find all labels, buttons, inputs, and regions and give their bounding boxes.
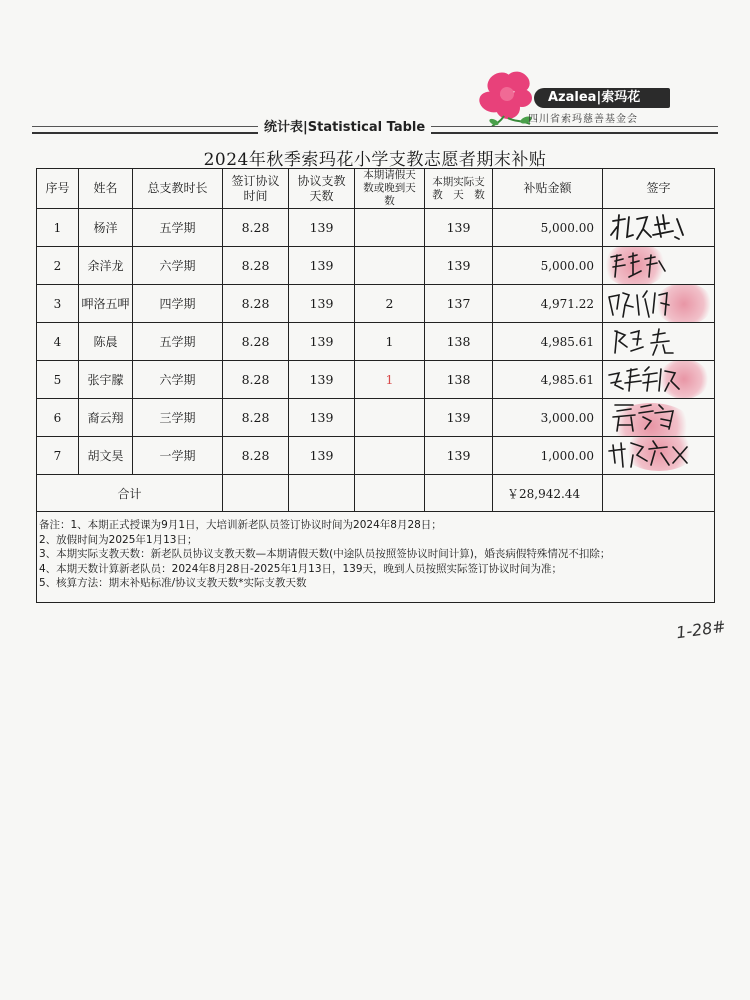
header-name: 姓名: [79, 169, 133, 209]
header-seq: 序号: [37, 169, 79, 209]
cell-name: 余洋龙: [79, 247, 133, 285]
cell-amount: 4,985.61: [493, 361, 603, 399]
cell-date: 8.28: [223, 399, 289, 437]
header-sign-date: [223, 169, 289, 209]
cell-amount: 4,985.61: [493, 323, 603, 361]
handwritten-signature-4: [603, 323, 711, 360]
cell-date: 8.28: [223, 437, 289, 475]
header-actual-line2: 教 天 数: [432, 188, 485, 201]
cell-seq: 6: [37, 399, 79, 437]
total-amount: ￥28,942.44: [493, 475, 603, 512]
cell-leave: 1: [355, 323, 425, 361]
handwritten-signature-3: [603, 285, 711, 322]
cell-leave: [355, 399, 425, 437]
table-row: [37, 323, 715, 361]
handwritten-signature-6: [603, 399, 711, 436]
cell-agreed: 139: [289, 437, 355, 475]
cell-seq: 7: [37, 437, 79, 475]
cell-amount: 5,000.00: [493, 247, 603, 285]
handwritten-signature-5: [603, 361, 711, 398]
cell-agreed: 139: [289, 361, 355, 399]
cell-term: 四学期: [133, 285, 223, 323]
table-row: [37, 285, 715, 323]
total-label: 合计: [37, 475, 223, 512]
cell-agreed: 139: [289, 399, 355, 437]
cell-actual: 139: [425, 437, 493, 475]
handwritten-signature-7: [603, 437, 711, 474]
table-row: [37, 247, 715, 285]
cell-actual: 138: [425, 323, 493, 361]
cell-agreed: 139: [289, 323, 355, 361]
header-signature: 签字: [603, 169, 715, 209]
cell-name: 陈晨: [79, 323, 133, 361]
header-actual-days: [425, 169, 493, 209]
cell-date: 8.28: [223, 247, 289, 285]
cell-date: 8.28: [223, 285, 289, 323]
cell-leave: [355, 247, 425, 285]
handwritten-signature-1: [603, 209, 711, 246]
header-leave-days: [355, 169, 425, 209]
cell-signature: [603, 209, 715, 247]
handwritten-page-note: 1-28#: [674, 616, 727, 643]
cell-name: 裔云翔: [79, 399, 133, 437]
cell-actual: 139: [425, 247, 493, 285]
cell-name: 呷洛五呷: [79, 285, 133, 323]
header-leave-line1: 本期请假天: [363, 169, 416, 181]
cell-signature: [603, 323, 715, 361]
cell-seq: 4: [37, 323, 79, 361]
subsidy-table: [36, 168, 715, 603]
total-empty: [425, 475, 493, 512]
note-line: 2、放假时间为2025年1月13日；: [39, 533, 198, 546]
cell-actual: 139: [425, 399, 493, 437]
notes-row: [37, 512, 715, 603]
cell-name: 张宇朦: [79, 361, 133, 399]
cell-leave: [355, 209, 425, 247]
total-empty: [355, 475, 425, 512]
notes-cell: [37, 512, 715, 603]
header-term: 总支教时长: [133, 169, 223, 209]
cell-term: 一学期: [133, 437, 223, 475]
total-empty: [223, 475, 289, 512]
cell-agreed: 139: [289, 285, 355, 323]
note-line: 备注：1、本期正式授课为9月1日，大培训新老队员签订协议时间为2024年8月28日；: [39, 519, 442, 531]
header-actual-line1: 本期实际支: [432, 175, 485, 188]
header-sign-date-line2: 时间: [243, 188, 268, 203]
cell-amount: 4,971.22: [493, 285, 603, 323]
handwritten-signature-2: [603, 247, 711, 284]
logo-brand-text: Azalea|索玛花: [534, 88, 670, 108]
cell-amount: 3,000.00: [493, 399, 603, 437]
cell-term: 五学期: [133, 323, 223, 361]
cell-agreed: 139: [289, 247, 355, 285]
document-title: 2024年秋季索玛花小学支教志愿者期末补贴: [203, 150, 547, 170]
cell-term: 五学期: [133, 209, 223, 247]
header-leave-line2: 数或晚到天: [363, 182, 416, 194]
cell-leave: 2: [355, 285, 425, 323]
foundation-logo: [478, 68, 678, 128]
cell-date: 8.28: [223, 361, 289, 399]
cell-actual: 137: [425, 285, 493, 323]
cell-seq: 3: [37, 285, 79, 323]
cell-actual: 138: [425, 361, 493, 399]
note-line: 3、本期实际支教天数：新老队员协议支教天数—本期请假天数(中途队员按照签协议时间计算)，婚丧病假特殊情况不扣除；: [39, 548, 611, 561]
header-agreed-days: [289, 169, 355, 209]
note-line: 5、核算方法：期末补贴标准/协议支教天数*实际支教天数: [39, 577, 307, 590]
header-agreed-days-line1: 协议支教: [297, 173, 346, 188]
total-row: [37, 475, 715, 512]
total-empty: [289, 475, 355, 512]
cell-term: 三学期: [133, 399, 223, 437]
table-row: [37, 437, 715, 475]
cell-signature: [603, 399, 715, 437]
header-amount: 补贴金额: [493, 169, 603, 209]
header-agreed-days-line2: 天数: [309, 188, 334, 203]
cell-name: 杨洋: [79, 209, 133, 247]
note-line: 4、本期天数计算新老队员：2024年8月28日-2025年1月13日，139天，晚到人员按照实际签订协议时间为准；: [39, 562, 563, 575]
cell-actual: 139: [425, 209, 493, 247]
cell-signature: [603, 361, 715, 399]
table-row: [37, 209, 715, 247]
cell-name: 胡文昊: [79, 437, 133, 475]
cell-signature: [603, 437, 715, 475]
cell-date: 8.28: [223, 323, 289, 361]
table-row: [37, 361, 715, 399]
table-header-row: [37, 169, 715, 209]
cell-seq: 1: [37, 209, 79, 247]
cell-signature: [603, 285, 715, 323]
cell-seq: 2: [37, 247, 79, 285]
cell-signature: [603, 247, 715, 285]
cell-amount: 5,000.00: [493, 209, 603, 247]
table-row: [37, 399, 715, 437]
cell-leave: 1: [355, 361, 425, 399]
cell-term: 六学期: [133, 247, 223, 285]
cell-leave: [355, 437, 425, 475]
header-sign-date-line1: 签订协议: [231, 173, 280, 188]
logo-subtitle: 四川省索玛慈善基金会: [528, 114, 638, 125]
cell-date: 8.28: [223, 209, 289, 247]
cell-term: 六学期: [133, 361, 223, 399]
header-leave-line3: 数: [384, 195, 395, 207]
total-empty: [603, 475, 715, 512]
statistical-table-banner: 统计表|Statistical Table: [258, 116, 431, 135]
cell-amount: 1,000.00: [493, 437, 603, 475]
cell-agreed: 139: [289, 209, 355, 247]
cell-seq: 5: [37, 361, 79, 399]
